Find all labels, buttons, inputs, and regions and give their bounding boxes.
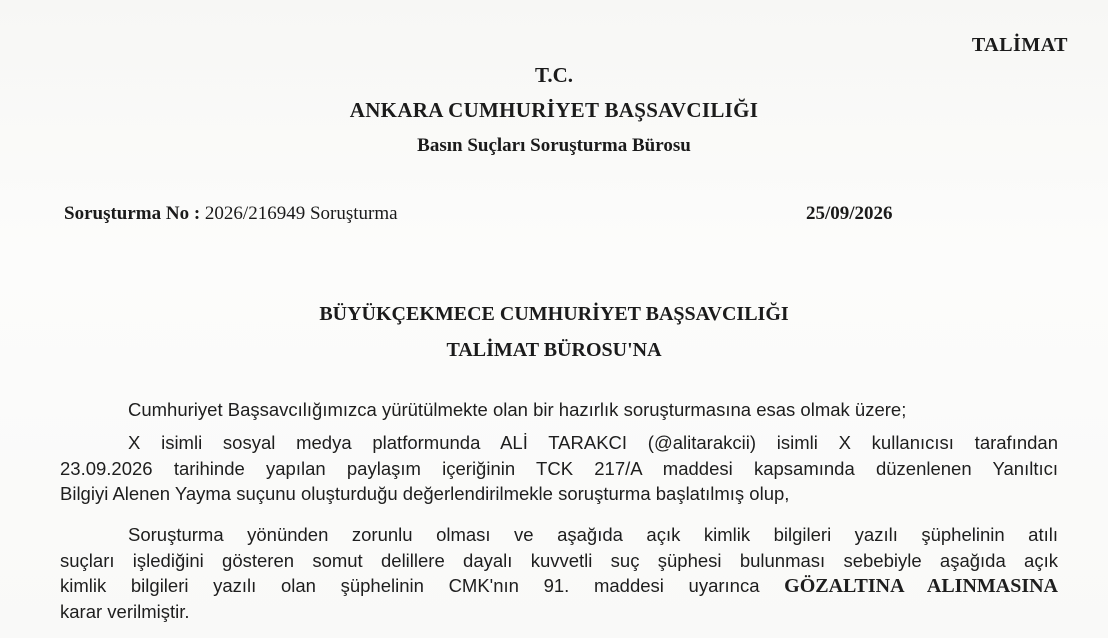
recipient-bureau: TALİMAT BÜROSU'NA — [446, 339, 662, 361]
investigation-label: Soruşturma No : — [64, 203, 201, 224]
paragraph-decision — [60, 522, 1058, 624]
paragraph-line — [60, 573, 1058, 599]
paragraph-line: X isimli sosyal medya platformunda ALİ TARAKCI (@alitarakcii) isimli X kullanıcısı tarafından — [128, 432, 1058, 453]
paragraph-line: Cumhuriyet Başsavcılığımızca yürütülmekte olan bir hazırlık soruşturmasına esas olmak üzere; — [128, 399, 907, 420]
investigation-value: 2026/216949 Soruşturma — [204, 203, 398, 224]
paragraph-intro — [60, 397, 1058, 423]
paragraph-line: 23.09.2026 tarihinde yapılan paylaşım içeriğinin TCK 217/A maddesi kapsamında düzenlenen Yanıltıcı — [60, 457, 1058, 479]
header-office: ANKARA CUMHURİYET BAŞSAVCILIĞI — [349, 98, 759, 122]
paragraph-subject — [60, 430, 1058, 507]
document-date: 25/09/2026 — [806, 203, 893, 224]
investigation-number — [64, 203, 398, 225]
detention-order: GÖZALTINA ALINMASINA — [784, 575, 1058, 597]
paragraph-line: suçları işlediğini gösteren somut delillere dayalı kuvvetli suç şüphesi bulunması sebebiyle aşağıda açık — [60, 549, 1058, 571]
paragraph-line: karar verilmiştir. — [60, 600, 190, 622]
decision-text: kimlik bilgileri yazılı olan şüphelinin CMK'nın 91. maddesi uyarınca — [60, 575, 760, 596]
recipient-office: BÜYÜKÇEKMECE CUMHURİYET BAŞSAVCILIĞI — [319, 303, 789, 325]
paragraph-line: Soruşturma yönünden zorunlu olması ve aşağıda açık kimlik bilgileri yazılı şüphelinin atılı — [128, 524, 1058, 545]
document-type-label: TALİMAT — [971, 34, 1068, 56]
paragraph-line: Bilgiyi Alenen Yayma suçunu oluşturduğu değerlendirilmekle soruşturma başlatılmış olup, — [60, 483, 790, 504]
header-country: T.C. — [534, 63, 574, 87]
header-bureau: Basın Suçları Soruşturma Bürosu — [417, 135, 691, 156]
